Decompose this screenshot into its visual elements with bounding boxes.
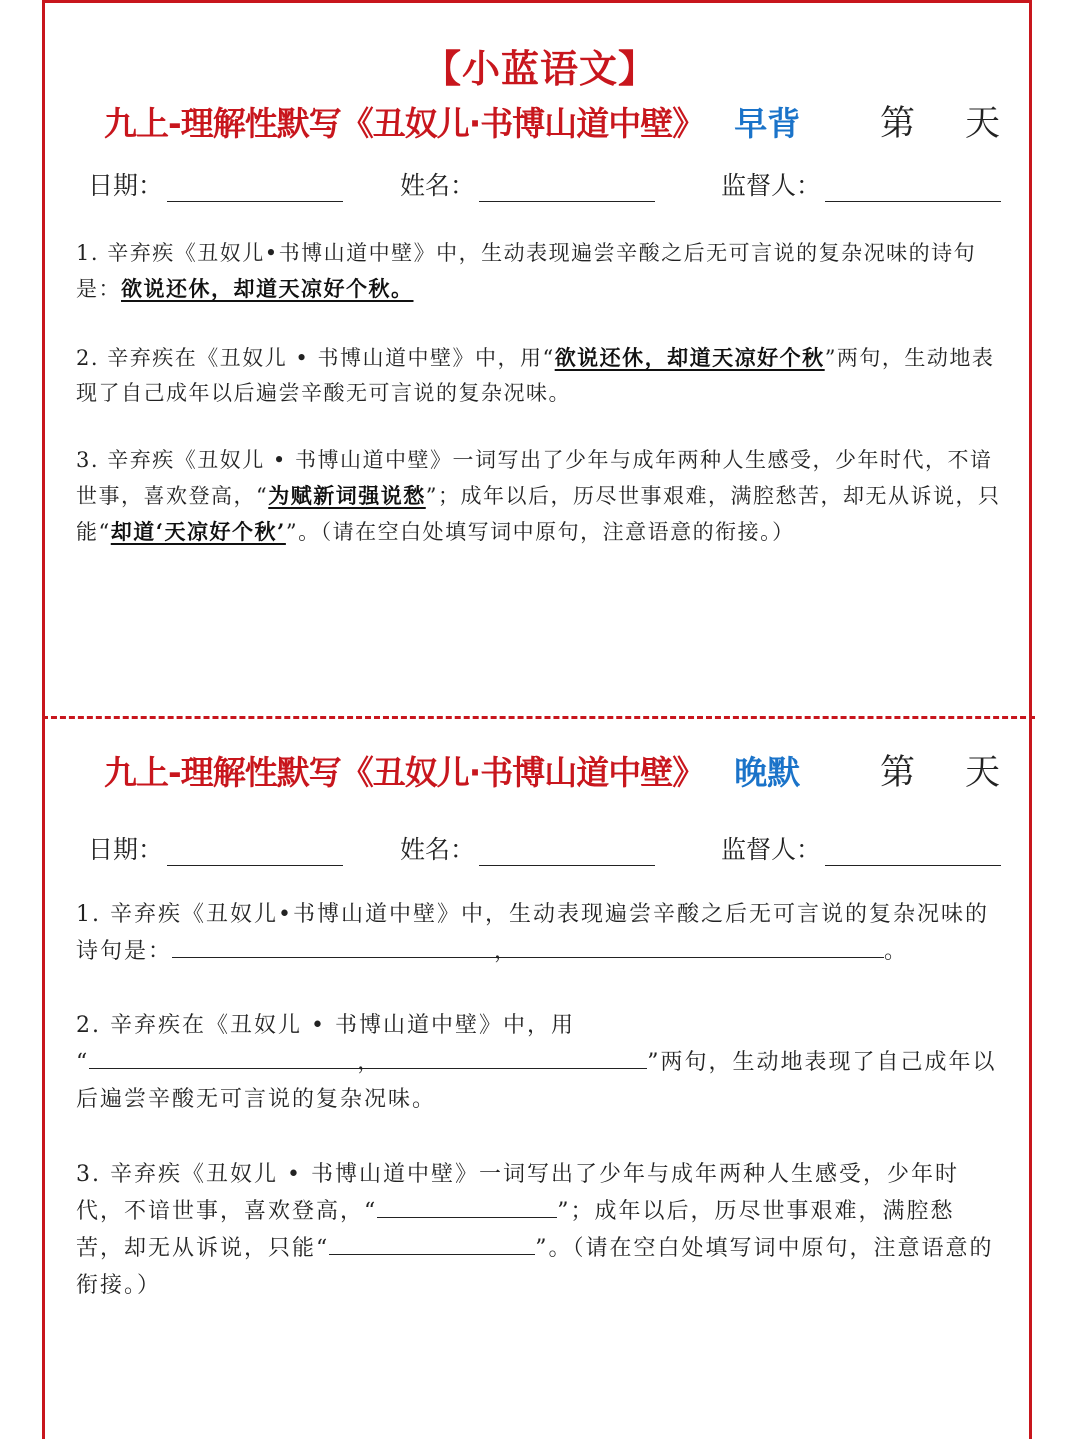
evening-q3-blank-1[interactable] bbox=[377, 1193, 557, 1218]
morning-supervisor-line[interactable] bbox=[825, 173, 1001, 202]
evening-question-2 bbox=[76, 1007, 1001, 1118]
evening-name-line[interactable] bbox=[479, 837, 655, 866]
morning-q3-text-c: ”。（请在空白处填写词中原句，注意语意的衔接。） bbox=[285, 520, 795, 544]
evening-supervisor-field[interactable] bbox=[721, 830, 1001, 866]
morning-day-prefix: 第 bbox=[880, 104, 916, 144]
morning-q3-text-b: ”；成年以后，历尽世事艰难，满腔愁苦，却无从诉说，只能“ bbox=[76, 484, 1001, 544]
evening-supervisor-line[interactable] bbox=[825, 837, 1001, 866]
evening-day-suffix: 天 bbox=[965, 753, 1001, 793]
morning-supervisor-label: 监督人： bbox=[721, 171, 822, 200]
morning-day-suffix: 天 bbox=[965, 104, 1001, 144]
evening-q3-text-b: ”；成年以后，历尽世事艰难，满腔愁苦，却无从诉说，只能“ bbox=[76, 1199, 955, 1261]
morning-q2-text-a: 2. 辛弃疾在《丑奴儿 • 书博山道中壁》中，用“ bbox=[76, 346, 555, 370]
evening-q1-blank-2[interactable] bbox=[494, 933, 884, 964]
morning-day-counter bbox=[880, 96, 1000, 146]
morning-q3-text-a: 3. 辛弃疾《丑奴儿 • 书博山道中壁》一词写出了少年与成年两种人生感受，少年时代，不谙世事，喜欢登高，“ bbox=[76, 448, 993, 508]
evening-q3-text-a: 3. 辛弃疾《丑奴儿 • 书博山道中壁》一词写出了少年与成年两种人生感受，少年时代，不谙世事，喜欢登高，“ bbox=[76, 1162, 959, 1224]
morning-name-line[interactable] bbox=[479, 173, 655, 202]
evening-date-label: 日期： bbox=[88, 835, 164, 864]
evening-q2-blank-2[interactable] bbox=[357, 1044, 647, 1075]
morning-title-row bbox=[104, 96, 1001, 146]
evening-mode-label: 晚默 bbox=[734, 752, 801, 792]
evening-name-label: 姓名： bbox=[400, 835, 476, 864]
morning-mode-label: 早背 bbox=[734, 103, 801, 143]
evening-name-field[interactable] bbox=[400, 830, 655, 866]
evening-question-3 bbox=[76, 1156, 1001, 1304]
morning-q3-answer-2: 却道‘天凉好个秋’ bbox=[110, 519, 286, 544]
evening-date-line[interactable] bbox=[167, 837, 343, 866]
morning-q2-text-b: ”两句，生动地表现了自己成年以后遍尝辛酸无可言说的复杂况味。 bbox=[76, 346, 995, 405]
morning-date-field[interactable] bbox=[88, 166, 343, 202]
evening-q1-period: 。 bbox=[884, 939, 909, 964]
evening-question-1 bbox=[76, 896, 1001, 970]
evening-q3-blank-2[interactable] bbox=[329, 1230, 535, 1255]
morning-meta-row bbox=[88, 166, 1008, 206]
morning-q2-answer: 欲说还休，却道天凉好个秋 bbox=[554, 345, 825, 370]
evening-supervisor-label: 监督人： bbox=[721, 835, 822, 864]
evening-day-counter bbox=[880, 745, 1000, 795]
evening-q2-text-b: ”两句，生动地表现了自己成年以后遍尝辛酸无可言说的复杂况味。 bbox=[76, 1050, 997, 1112]
evening-day-prefix: 第 bbox=[880, 753, 916, 793]
evening-q1-text: 1. 辛弃疾《丑奴儿•书博山道中壁》中，生动表现遍尝辛酸之后无可言说的复杂况味的诗句是： bbox=[76, 902, 989, 964]
morning-date-label: 日期： bbox=[88, 171, 164, 200]
morning-title: 九上-理解性默写《丑奴儿·书博山道中壁》 bbox=[104, 103, 705, 143]
evening-q1-blank-1[interactable] bbox=[172, 933, 494, 958]
evening-q2-blank-1[interactable] bbox=[89, 1044, 357, 1069]
morning-name-label: 姓名： bbox=[400, 171, 476, 200]
brand-title: 【小蓝语文】 bbox=[422, 47, 657, 91]
morning-question-2 bbox=[76, 340, 1001, 411]
evening-q2-comma: ， bbox=[357, 1050, 382, 1075]
morning-date-line[interactable] bbox=[167, 173, 343, 202]
evening-q3-text-c: ”。（请在空白处填写词中原句，注意语意的衔接。） bbox=[76, 1236, 994, 1298]
evening-title: 九上-理解性默写《丑奴儿·书博山道中壁》 bbox=[104, 752, 705, 792]
morning-question-1 bbox=[76, 236, 1001, 307]
morning-q1-text: 1. 辛弃疾《丑奴儿•书博山道中壁》中，生动表现遍尝辛酸之后无可言说的复杂况味的诗句是： bbox=[76, 241, 977, 301]
morning-question-3 bbox=[76, 443, 1001, 550]
evening-date-field[interactable] bbox=[88, 830, 343, 866]
evening-q1-comma: ， bbox=[494, 939, 519, 964]
morning-q3-answer-1: 为赋新词强说愁 bbox=[268, 483, 426, 508]
morning-supervisor-field[interactable] bbox=[721, 166, 1001, 202]
section-divider bbox=[42, 716, 1035, 719]
morning-q1-answer: 欲说还休，却道天凉好个秋。 bbox=[121, 276, 414, 301]
morning-name-field[interactable] bbox=[400, 166, 655, 202]
evening-q2-open-quote: “ bbox=[76, 1050, 90, 1075]
evening-title-row bbox=[104, 745, 1001, 795]
evening-q2-text-a: 2. 辛弃疾在《丑奴儿 • 书博山道中壁》中，用 bbox=[76, 1013, 575, 1038]
evening-meta-row bbox=[88, 830, 1008, 870]
